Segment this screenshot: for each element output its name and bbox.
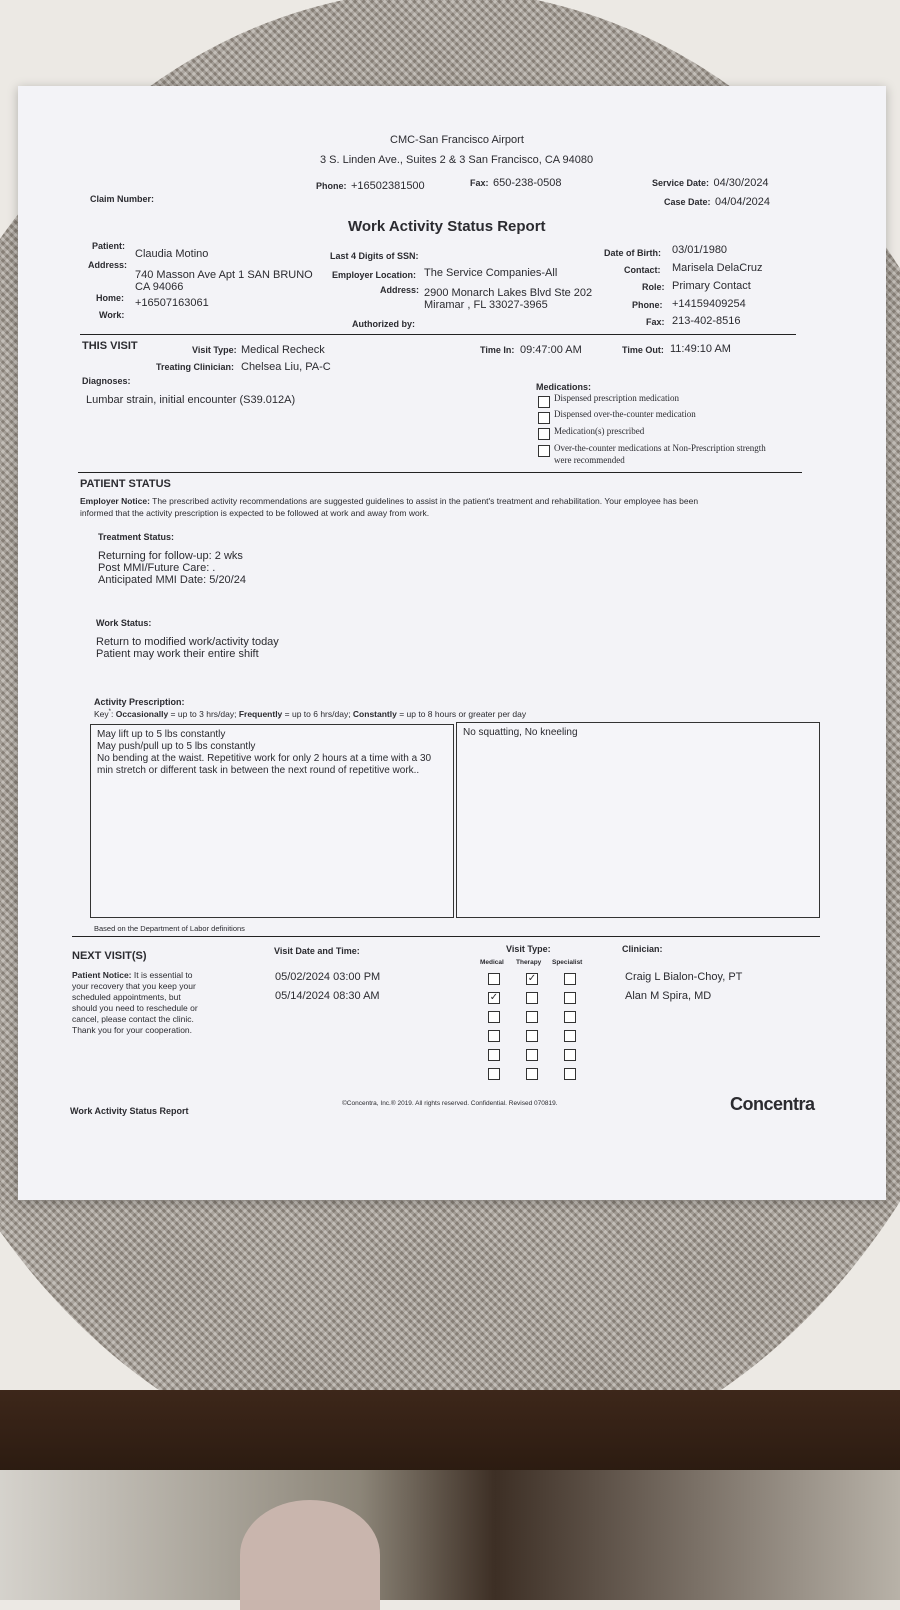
patient-notice-line: It is essential to xyxy=(131,970,193,980)
employer-location-label: Employer Location: xyxy=(332,270,417,280)
visit-type-checkbox-specialist xyxy=(564,1030,576,1042)
patient-home-label: Home: xyxy=(96,293,125,303)
employer-location: The Service Companies-All xyxy=(424,267,558,279)
patient-label: Patient: xyxy=(92,241,126,251)
visit-clinician: Alan M Spira, MD xyxy=(625,990,712,1002)
employer-address-label: Address: xyxy=(380,285,420,295)
patient-notice-line: should you need to reschedule or xyxy=(72,1003,198,1013)
visit-type-checkbox-therapy xyxy=(526,1011,538,1023)
patient-notice-line: scheduled appointments, but xyxy=(72,992,181,1002)
visit-type-checkbox-therapy xyxy=(526,1068,538,1080)
dol-footnote: Based on the Department of Labor definitions xyxy=(94,924,245,933)
floor xyxy=(0,1470,900,1600)
footer-report-name: Work Activity Status Report xyxy=(70,1106,189,1116)
activity-key: Key*: Occasionally = up to 3 hrs/day; Frequently = up to 6 hrs/day; Constantly = up to 8 hours or greater per day xyxy=(94,709,527,719)
restriction-line: May push/pull up to 5 lbs constantly xyxy=(97,741,256,752)
visit-type-checkbox-medical xyxy=(488,1011,500,1023)
medication-option: Dispensed prescription medication xyxy=(554,393,679,403)
patient-status-heading: PATIENT STATUS xyxy=(80,478,171,490)
contact-label: Contact: xyxy=(624,265,661,275)
report-page xyxy=(18,86,886,1200)
shoe xyxy=(240,1500,380,1610)
case-date-value: 04/04/2024 xyxy=(714,196,771,208)
key-prefix: Key xyxy=(94,709,109,719)
case-date xyxy=(664,192,770,210)
medication-option: Over-the-counter medications at Non-Prescription strength xyxy=(554,443,766,453)
treatment-status-label: Treatment Status: xyxy=(98,532,175,542)
divider-this-visit xyxy=(80,334,796,335)
clinic-fax-value: 650-238-0508 xyxy=(492,177,562,189)
visit-date-time: 05/02/2024 03:00 PM xyxy=(275,971,381,983)
col-therapy: Therapy xyxy=(516,959,542,966)
patient-notice-line: Thank you for your cooperation. xyxy=(72,1025,193,1035)
patient-address-label: Address: xyxy=(88,260,128,270)
employer-notice-line2: informed that the activity prescription is expected to be followed at work and away from work. xyxy=(80,508,430,518)
clinic-phone xyxy=(316,176,425,194)
key-constantly: Constantly xyxy=(352,709,397,719)
case-date-label: Case Date: xyxy=(664,197,711,207)
service-date-label: Service Date: xyxy=(652,178,710,188)
contact-value: Marisela DelaCruz xyxy=(672,262,763,274)
role-value: Primary Contact xyxy=(672,280,751,292)
work-status-line: Patient may work their entire shift xyxy=(96,648,259,660)
role-label: Role: xyxy=(642,282,665,292)
visit-type-checkbox-medical: ✓ xyxy=(489,992,499,1003)
activity-prescription-label: Activity Prescription: xyxy=(94,697,185,707)
clinic-fax-label: Fax: xyxy=(470,178,489,188)
patient-work-label: Work: xyxy=(99,310,125,320)
time-out-value: 11:49:10 AM xyxy=(670,343,731,355)
treatment-line: Returning for follow-up: 2 wks xyxy=(98,550,243,562)
key-frequently-def: = up to 6 hrs/day; xyxy=(282,709,353,719)
dob-value: 03/01/1980 xyxy=(672,244,728,256)
employer-address-line1: 2900 Monarch Lakes Blvd Ste 202 xyxy=(424,287,593,299)
visit-type-checkbox-therapy: ✓ xyxy=(527,973,537,984)
contact-phone-label: Phone: xyxy=(632,300,663,310)
clinic-address: 3 S. Linden Ave., Suites 2 & 3 San Francisco, CA 94080 xyxy=(320,154,594,166)
treating-clinician-value: Chelsea Liu, PA-C xyxy=(241,361,331,373)
diagnosis-text: Lumbar strain, initial encounter (S39.012A) xyxy=(86,394,296,406)
activity-additional-box xyxy=(456,722,820,918)
patient-address-line2: CA 94066 xyxy=(135,281,184,293)
contact-phone-value: +14159409254 xyxy=(672,298,746,310)
time-in-value: 09:47:00 AM xyxy=(520,344,582,356)
patient-notice-line: your recovery that you keep your xyxy=(72,981,196,991)
visit-date-time-label: Visit Date and Time: xyxy=(274,946,360,956)
employer-notice xyxy=(80,496,698,506)
visit-type-checkbox-specialist xyxy=(564,992,576,1004)
clinic-name: CMC-San Francisco Airport xyxy=(390,134,524,146)
clinician-header: Clinician: xyxy=(622,944,663,954)
service-date xyxy=(652,173,769,191)
visit-type-checkbox-specialist xyxy=(564,973,576,985)
patient-name: Claudia Motino xyxy=(135,248,209,260)
visit-type-checkbox-therapy xyxy=(526,1049,538,1061)
treatment-line: Anticipated MMI Date: 5/20/24 xyxy=(98,574,246,586)
restriction-line: min stretch or different task in between the next round of repetitive work.. xyxy=(97,765,420,776)
visit-date-time: 05/14/2024 08:30 AM xyxy=(275,990,380,1002)
clinic-phone-value: +16502381500 xyxy=(350,180,425,192)
visit-type-checkbox-specialist xyxy=(564,1049,576,1061)
visit-clinician: Craig L Bialon-Choy, PT xyxy=(625,971,743,983)
diagnoses-label: Diagnoses: xyxy=(82,376,131,386)
report-title: Work Activity Status Report xyxy=(348,218,546,235)
patient-home-phone: +16507163061 xyxy=(135,297,209,309)
patient-notice-line: cancel, please contact the clinic. xyxy=(72,1014,194,1024)
footer-copyright: ©Concentra, Inc.® 2019. All rights reserved. Confidential. Revised 070819. xyxy=(342,1100,558,1107)
checkbox-medication-prescribed xyxy=(538,428,550,440)
medication-option-continued: were recommended xyxy=(554,455,625,465)
visit-type-checkbox-specialist xyxy=(564,1068,576,1080)
concentra-logo: Concentra xyxy=(730,1094,815,1114)
visit-type-checkbox-therapy xyxy=(526,992,538,1004)
visit-type-value: Medical Recheck xyxy=(241,344,325,356)
visit-type-checkbox-medical xyxy=(488,973,500,985)
activity-restrictions-box xyxy=(90,724,454,918)
visit-type-checkbox-medical xyxy=(488,1049,500,1061)
visit-type-header: Visit Type: xyxy=(506,944,551,954)
visit-type-checkbox-medical xyxy=(488,1068,500,1080)
ssn-label: Last 4 Digits of SSN: xyxy=(330,251,419,261)
employer-notice-text: The prescribed activity recommendations are suggested guidelines to assist in the patient's treatment and rehabilitation. Your employee has been xyxy=(152,496,699,506)
this-visit-heading: THIS VISIT xyxy=(82,340,138,352)
clinic-phone-label: Phone: xyxy=(316,181,347,191)
treating-clinician-label: Treating Clinician: xyxy=(156,362,235,372)
patient-address-line1: 740 Masson Ave Apt 1 SAN BRUNO xyxy=(135,269,313,281)
key-occasionally: Occasionally xyxy=(115,709,169,719)
dob-label: Date of Birth: xyxy=(604,248,661,258)
work-status-line: Return to modified work/activity today xyxy=(96,636,279,648)
visit-type-checkbox-therapy xyxy=(526,1030,538,1042)
time-in-label: Time In: xyxy=(480,345,515,355)
restriction-line: No squatting, No kneeling xyxy=(463,727,578,738)
claim-number-label: Claim Number: xyxy=(90,194,155,204)
restriction-line: May lift up to 5 lbs constantly xyxy=(97,729,226,740)
medications-label: Medications: xyxy=(536,382,592,392)
divider-next-visits xyxy=(72,936,820,937)
clinic-fax xyxy=(470,173,561,191)
next-visits-heading: NEXT VISIT(S) xyxy=(72,950,147,962)
service-date-value: 04/30/2024 xyxy=(713,177,769,189)
key-constantly-def: = up to 8 hours or greater per day xyxy=(396,709,527,719)
contact-fax-value: 213-402-8516 xyxy=(672,315,741,327)
checkbox-dispensed-otc xyxy=(538,412,550,424)
medication-option: Medication(s) prescribed xyxy=(554,426,645,436)
employer-address-line2: Miramar , FL 33027-3965 xyxy=(424,299,548,311)
authorized-by-label: Authorized by: xyxy=(352,319,415,329)
checkbox-otc-recommended xyxy=(538,445,550,457)
time-out-label: Time Out: xyxy=(622,345,664,355)
key-frequently: Frequently xyxy=(238,709,283,719)
treatment-line: Post MMI/Future Care: . xyxy=(98,562,216,574)
divider-patient-status xyxy=(78,472,802,473)
col-medical: Medical xyxy=(480,959,504,966)
visit-type-checkbox-specialist xyxy=(564,1011,576,1023)
col-specialist: Specialist xyxy=(552,959,583,966)
employer-notice-label: Employer Notice: xyxy=(80,496,150,506)
contact-fax-label: Fax: xyxy=(646,317,665,327)
work-status-label: Work Status: xyxy=(96,618,152,628)
visit-type-checkbox-medical xyxy=(488,1030,500,1042)
medication-option: Dispensed over-the-counter medication xyxy=(554,409,696,419)
key-occasionally-def: = up to 3 hrs/day; xyxy=(168,709,239,719)
checkbox-dispensed-prescription xyxy=(538,396,550,408)
patient-notice xyxy=(72,970,198,1036)
patient-notice-label: Patient Notice: xyxy=(72,970,132,980)
restriction-line: No bending at the waist. Repetitive work for only 2 hours at a time with a 30 xyxy=(97,753,432,764)
visit-type-label: Visit Type: xyxy=(192,345,237,355)
